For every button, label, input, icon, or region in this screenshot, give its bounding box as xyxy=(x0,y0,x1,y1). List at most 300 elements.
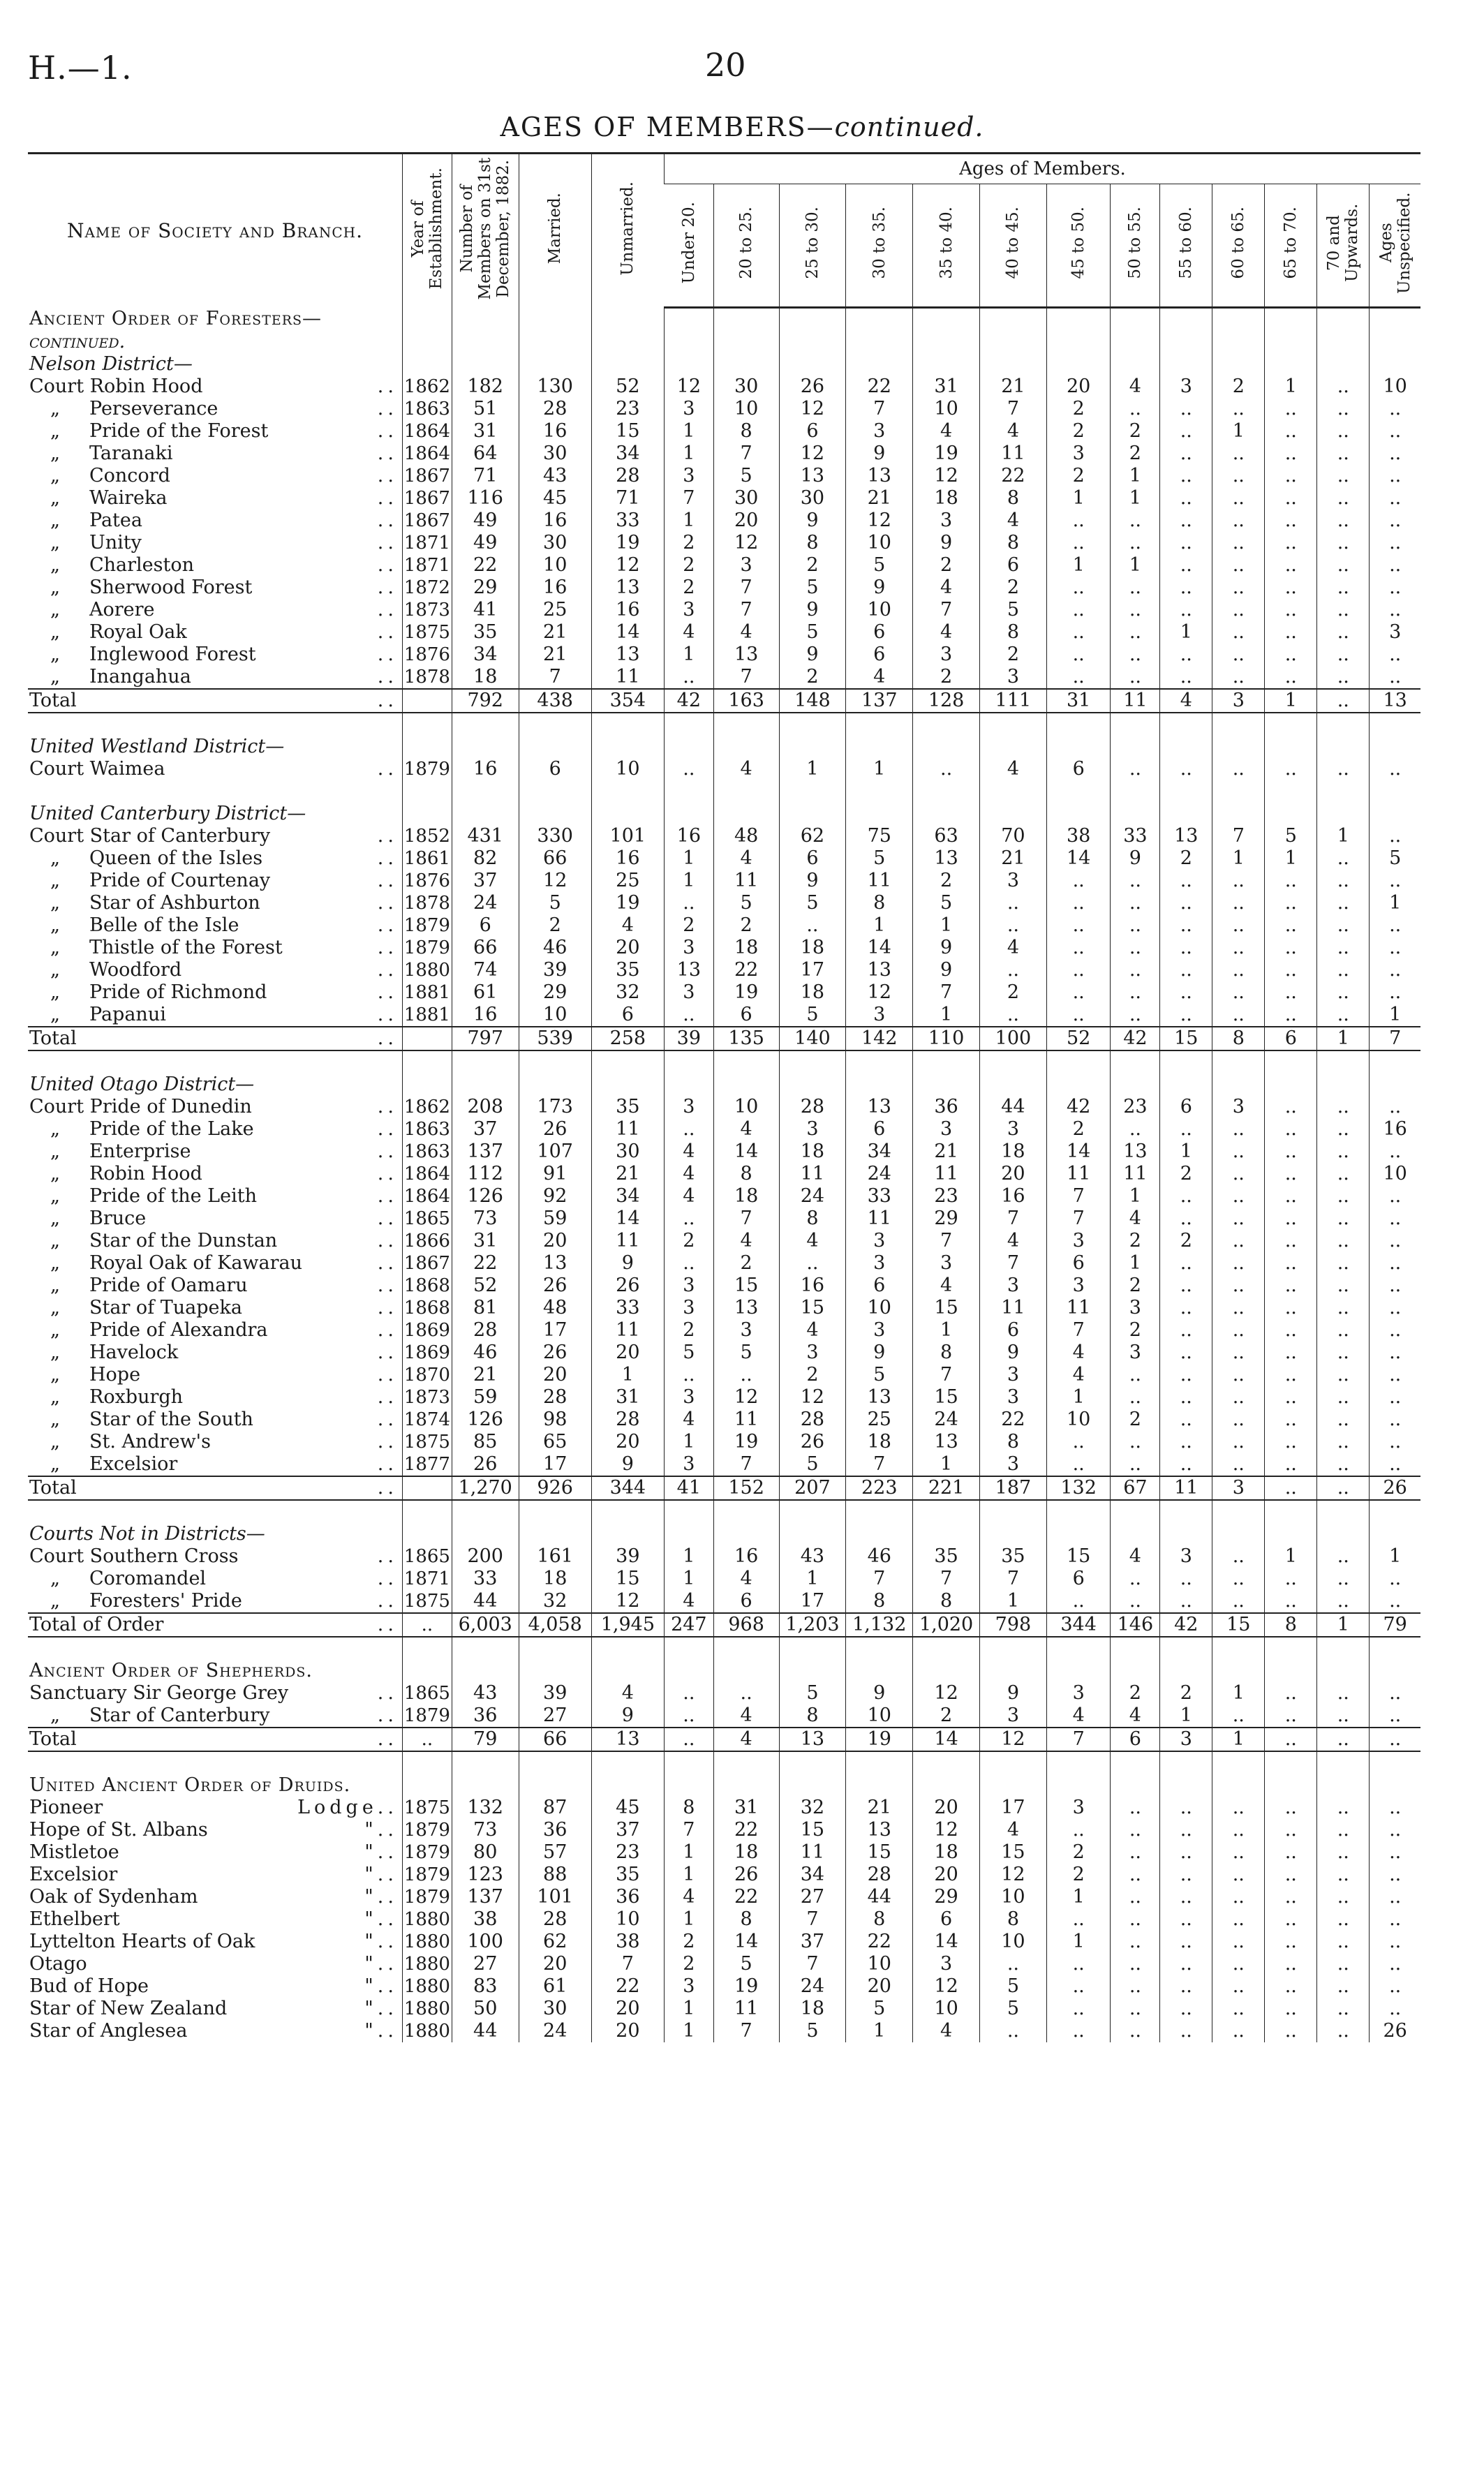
age-count-cell: .. xyxy=(1370,510,1420,532)
branch-prefix: Court xyxy=(29,1096,84,1117)
age-count-cell: 18 xyxy=(779,937,846,959)
age-count-cell: 16 xyxy=(980,1185,1047,1208)
age-count-cell: 63 xyxy=(913,825,980,847)
spacer-cell xyxy=(402,1050,452,1074)
branch-name-cell xyxy=(28,914,402,937)
age-count-cell: .. xyxy=(1317,937,1370,959)
age-count-cell: 15 xyxy=(913,1297,980,1319)
age-count-cell: .. xyxy=(1370,1141,1420,1163)
age-count-cell: .. xyxy=(1212,1319,1265,1342)
leader-dots: .. xyxy=(377,1141,398,1162)
spacer-cell xyxy=(591,1751,664,1774)
age-count-cell: 8 xyxy=(664,1797,713,1819)
age-count-cell: .. xyxy=(1160,465,1212,487)
age-count-cell: .. xyxy=(1317,1118,1370,1141)
ditto-mark: „ xyxy=(50,487,60,509)
age-count-cell: .. xyxy=(1317,1096,1370,1118)
column-header-age-12 xyxy=(1370,184,1420,308)
married-cell: 13 xyxy=(519,1252,591,1275)
members-cell: 33 xyxy=(452,1568,519,1590)
leader-dots: .. xyxy=(377,621,398,643)
age-count-cell: .. xyxy=(1265,443,1317,465)
age-count-cell: 6 xyxy=(779,420,846,443)
age-count-cell: 968 xyxy=(713,1613,779,1637)
age-count-cell: 14 xyxy=(713,1931,779,1953)
age-count-cell: .. xyxy=(1370,599,1420,621)
age-count-cell: .. xyxy=(1265,1908,1317,1931)
age-count-cell: 1 xyxy=(1160,1705,1212,1728)
leader-dots: .. xyxy=(377,443,398,464)
branch-name-cell xyxy=(28,1774,402,1797)
age-count-cell: 1 xyxy=(664,1841,713,1864)
age-count-cell: 7 xyxy=(713,1208,779,1230)
age-count-cell: 110 xyxy=(913,1027,980,1050)
branch-prefix: Court xyxy=(29,376,84,397)
branch-name: Bruce xyxy=(89,1208,147,1229)
spacer-cell xyxy=(664,1500,713,1523)
age-count-cell: 24 xyxy=(846,1163,913,1185)
unmarried-cell: 52 xyxy=(591,376,664,398)
leader-dots: .. xyxy=(377,1590,398,1612)
age-count-cell: .. xyxy=(1212,1409,1265,1431)
age-count-cell: .. xyxy=(980,2020,1047,2042)
age-count-cell: .. xyxy=(1265,1453,1317,1476)
age-count-cell: 344 xyxy=(1046,1613,1111,1637)
age-count-cell xyxy=(1370,353,1420,376)
spacer-cell xyxy=(1160,713,1212,736)
ditto-mark: „ xyxy=(50,398,60,419)
age-count-cell: 4 xyxy=(913,1275,980,1297)
year-cell: 1863 xyxy=(402,398,452,420)
age-count-cell: .. xyxy=(1046,981,1111,1004)
age-count-cell: .. xyxy=(1317,1568,1370,1590)
age-count-cell: 7 xyxy=(1046,1728,1111,1751)
branch-name-cell xyxy=(28,2020,402,2042)
members-cell: 22 xyxy=(452,554,519,577)
age-count-cell: 146 xyxy=(1111,1613,1160,1637)
age-count-cell: 6 xyxy=(1265,1027,1317,1050)
age-count-cell: 5 xyxy=(980,1998,1047,2020)
spacer-cell xyxy=(1317,1637,1370,1660)
married-cell: 26 xyxy=(519,1342,591,1364)
age-count-cell: .. xyxy=(1111,532,1160,554)
section-heading: United Otago District— xyxy=(29,1074,255,1095)
leader-dots: .. xyxy=(377,1545,398,1567)
branch-name-cell xyxy=(28,1660,402,1682)
members-cell: 80 xyxy=(452,1841,519,1864)
age-count-cell: .. xyxy=(1212,1819,1265,1841)
age-count-cell: .. xyxy=(1370,1230,1420,1252)
total-row xyxy=(28,1728,1420,1751)
branch-name-cell xyxy=(28,1275,402,1297)
age-count-cell: 6 xyxy=(779,847,846,870)
table-row xyxy=(28,1705,1420,1728)
members-cell xyxy=(452,1660,519,1682)
table-row xyxy=(28,1163,1420,1185)
leader-dots: .. xyxy=(377,825,398,847)
ditto-mark: „ xyxy=(50,1386,60,1408)
age-count-cell: 42 xyxy=(1160,1613,1212,1637)
branch-name-cell xyxy=(28,1208,402,1230)
age-count-cell: 2 xyxy=(664,1319,713,1342)
ditto-mark: „ xyxy=(50,532,60,554)
age-count-cell: .. xyxy=(1370,1275,1420,1297)
age-count-cell: .. xyxy=(1317,465,1370,487)
branch-name: Waimea xyxy=(89,758,165,780)
age-count-cell: 22 xyxy=(980,1409,1047,1431)
ditto-mark: „ xyxy=(50,443,60,464)
unmarried-cell: 9 xyxy=(591,1705,664,1728)
spacer-row xyxy=(28,780,1420,803)
age-count-cell: .. xyxy=(1370,1590,1420,1613)
branch-name-cell xyxy=(28,689,402,713)
age-count-cell: 7 xyxy=(1046,1208,1111,1230)
branch-name: Lyttelton Hearts of Oak xyxy=(29,1931,255,1952)
age-count-cell: 4 xyxy=(1111,376,1160,398)
total-row xyxy=(28,689,1420,713)
age-count-cell xyxy=(1317,1523,1370,1545)
year-cell: 1879 xyxy=(402,758,452,780)
age-count-cell xyxy=(713,803,779,825)
age-count-cell: .. xyxy=(1370,398,1420,420)
age-count-cell: .. xyxy=(1317,1409,1370,1431)
age-count-cell: 27 xyxy=(779,1886,846,1908)
age-count-cell: 1 xyxy=(1212,847,1265,870)
branch-suffix: " xyxy=(364,1819,378,1841)
branch-name: Thistle of the Forest xyxy=(89,937,283,958)
age-count-cell: 20 xyxy=(846,1975,913,1998)
branch-name: Hope of St. Albans xyxy=(29,1819,208,1841)
unmarried-cell: 31 xyxy=(591,1386,664,1409)
age-count-cell: 6 xyxy=(846,1118,913,1141)
age-count-cell: .. xyxy=(1317,1682,1370,1705)
branch-name-cell xyxy=(28,577,402,599)
age-count-cell: .. xyxy=(1212,1931,1265,1953)
age-count-cell xyxy=(1111,803,1160,825)
leader-dots: .. xyxy=(377,981,398,1003)
members-cell xyxy=(452,331,519,353)
age-count-cell: .. xyxy=(1370,1319,1420,1342)
age-count-cell: 22 xyxy=(980,465,1047,487)
age-count-cell: .. xyxy=(1160,1252,1212,1275)
age-count-cell: 11 xyxy=(980,1297,1047,1319)
age-count-cell: 3 xyxy=(1046,1797,1111,1819)
married-cell: 61 xyxy=(519,1975,591,1998)
ditto-mark: „ xyxy=(50,1431,60,1453)
age-count-cell: .. xyxy=(1370,1682,1420,1705)
age-count-cell: 8 xyxy=(779,1705,846,1728)
age-count-cell: .. xyxy=(1160,1908,1212,1931)
age-count-cell: 4 xyxy=(913,621,980,644)
age-count-cell: 3 xyxy=(1046,1275,1111,1297)
leader-dots: .. xyxy=(377,1118,398,1140)
year-cell xyxy=(402,1074,452,1096)
branch-name-cell xyxy=(28,1545,402,1568)
branch-name: Queen of the Isles xyxy=(89,847,263,869)
age-count-cell: .. xyxy=(1212,959,1265,981)
age-count-cell xyxy=(713,308,779,332)
age-count-cell: 7 xyxy=(846,1453,913,1476)
age-count-cell: 3 xyxy=(664,1453,713,1476)
age-count-cell: 14 xyxy=(913,1728,980,1751)
married-cell: 4,058 xyxy=(519,1613,591,1637)
branch-name: Foresters' Pride xyxy=(89,1590,242,1612)
age-count-cell: .. xyxy=(1212,1342,1265,1364)
age-count-cell: .. xyxy=(1046,577,1111,599)
spacer-cell xyxy=(1370,713,1420,736)
year-cell: 1867 xyxy=(402,487,452,510)
year-cell: 1865 xyxy=(402,1208,452,1230)
age-count-cell: 1 xyxy=(779,1568,846,1590)
age-count-cell: 13 xyxy=(846,959,913,981)
married-cell: 130 xyxy=(519,376,591,398)
age-count-cell: 7 xyxy=(713,1453,779,1476)
year-cell: 1865 xyxy=(402,1682,452,1705)
age-count-cell: 3 xyxy=(664,1386,713,1409)
branch-name-cell xyxy=(28,487,402,510)
section-heading: Nelson District— xyxy=(29,353,193,375)
age-count-cell: .. xyxy=(779,914,846,937)
age-count-cell: .. xyxy=(1111,1975,1160,1998)
branch-name: Pride of Richmond xyxy=(89,981,267,1003)
age-count-cell: 14 xyxy=(846,937,913,959)
age-count-cell xyxy=(1265,736,1317,758)
age-count-cell: .. xyxy=(664,1252,713,1275)
column-header-age-label: 35 to 40. xyxy=(937,207,956,279)
age-count-cell: 4 xyxy=(779,1230,846,1252)
age-count-cell: 8 xyxy=(1212,1027,1265,1050)
age-count-cell: .. xyxy=(664,1208,713,1230)
age-count-cell: .. xyxy=(1265,1275,1317,1297)
age-count-cell: 30 xyxy=(779,487,846,510)
branch-name-cell xyxy=(28,892,402,914)
age-count-cell: 21 xyxy=(980,847,1047,870)
age-count-cell: 5 xyxy=(779,577,846,599)
table-row xyxy=(28,1797,1420,1819)
age-count-cell xyxy=(1212,736,1265,758)
leader-dots: ".. xyxy=(364,1975,398,1997)
age-count-cell: 4 xyxy=(1160,689,1212,713)
age-count-cell: .. xyxy=(1212,1908,1265,1931)
branch-name-cell xyxy=(28,443,402,465)
married-cell: 45 xyxy=(519,487,591,510)
age-count-cell: .. xyxy=(1265,1590,1317,1613)
age-count-cell: .. xyxy=(1317,1931,1370,1953)
branch-name-cell xyxy=(28,599,402,621)
unmarried-cell xyxy=(591,1074,664,1096)
year-cell: 1874 xyxy=(402,1409,452,1431)
branch-name-cell xyxy=(28,959,402,981)
age-count-cell xyxy=(1160,308,1212,332)
age-count-cell: 12 xyxy=(779,443,846,465)
age-count-cell: 13 xyxy=(664,959,713,981)
age-count-cell: 17 xyxy=(779,959,846,981)
age-count-cell: 3 xyxy=(846,1252,913,1275)
age-count-cell: .. xyxy=(1265,554,1317,577)
age-count-cell xyxy=(913,1660,980,1682)
age-count-cell: .. xyxy=(1317,554,1370,577)
branch-name: Star of Canterbury xyxy=(89,1705,270,1726)
age-count-cell: 2 xyxy=(664,532,713,554)
age-count-cell: .. xyxy=(1212,1230,1265,1252)
unmarried-cell: 10 xyxy=(591,1908,664,1931)
age-count-cell: 3 xyxy=(664,1096,713,1118)
branch-suffix: " xyxy=(364,1908,378,1930)
year-cell: 1879 xyxy=(402,914,452,937)
branch-name: Sherwood Forest xyxy=(89,577,253,598)
age-count-cell xyxy=(1160,1074,1212,1096)
column-header-age-2 xyxy=(779,184,846,308)
age-count-cell: .. xyxy=(664,1728,713,1751)
members-cell: 208 xyxy=(452,1096,519,1118)
age-count-cell: .. xyxy=(1111,1364,1160,1386)
leader-dots: .. xyxy=(377,1431,398,1453)
year-cell xyxy=(402,353,452,376)
age-count-cell: .. xyxy=(1265,644,1317,666)
spacer-cell xyxy=(452,1500,519,1523)
branch-name: Pride of Dunedin xyxy=(89,1096,252,1117)
age-count-cell: .. xyxy=(1265,1728,1317,1751)
spacer-cell xyxy=(28,1751,402,1774)
age-count-cell: .. xyxy=(1160,981,1212,1004)
age-count-cell: .. xyxy=(1160,443,1212,465)
age-count-cell: 11 xyxy=(1160,1476,1212,1500)
spacer-cell xyxy=(519,1050,591,1074)
leader-dots: .. xyxy=(377,1477,398,1499)
age-count-cell xyxy=(779,803,846,825)
age-count-cell xyxy=(779,1074,846,1096)
age-count-cell: 2 xyxy=(1212,376,1265,398)
branch-name-cell xyxy=(28,398,402,420)
age-count-cell: 1 xyxy=(1265,847,1317,870)
age-count-cell: .. xyxy=(1317,1908,1370,1931)
age-count-cell xyxy=(1046,1523,1111,1545)
age-count-cell: .. xyxy=(1212,1453,1265,1476)
unmarried-cell: 38 xyxy=(591,1931,664,1953)
unmarried-cell: 21 xyxy=(591,1163,664,1185)
age-count-cell: .. xyxy=(1212,1004,1265,1027)
age-count-cell: 8 xyxy=(846,1590,913,1613)
age-count-cell: .. xyxy=(1370,644,1420,666)
leader-dots: .. xyxy=(377,644,398,665)
age-count-cell: 4 xyxy=(980,510,1047,532)
age-count-cell: 6 xyxy=(1046,1252,1111,1275)
unmarried-cell: 20 xyxy=(591,2020,664,2042)
age-count-cell: .. xyxy=(1370,1297,1420,1319)
year-cell: 1869 xyxy=(402,1319,452,1342)
spacer-cell xyxy=(1265,1751,1317,1774)
age-count-cell: 11 xyxy=(846,1208,913,1230)
age-count-cell: 1 xyxy=(1265,1545,1317,1568)
branch-name-cell xyxy=(28,981,402,1004)
age-count-cell: .. xyxy=(1265,1185,1317,1208)
spacer-cell xyxy=(1160,1050,1212,1074)
branch-suffix: " xyxy=(364,1998,378,2019)
age-count-cell: .. xyxy=(713,1364,779,1386)
age-count-cell: 15 xyxy=(1160,1027,1212,1050)
married-cell xyxy=(519,803,591,825)
spacer-cell xyxy=(1212,1751,1265,1774)
age-count-cell xyxy=(1317,736,1370,758)
members-cell: 43 xyxy=(452,1682,519,1705)
age-count-cell: .. xyxy=(1160,758,1212,780)
branch-name-cell xyxy=(28,1118,402,1141)
age-count-cell: 3 xyxy=(664,937,713,959)
branch-name: Roxburgh xyxy=(89,1386,184,1408)
age-count-cell: 33 xyxy=(1111,825,1160,847)
age-count-cell: 43 xyxy=(779,1545,846,1568)
unmarried-cell: 20 xyxy=(591,937,664,959)
year-cell: 1876 xyxy=(402,644,452,666)
age-count-cell: .. xyxy=(1046,892,1111,914)
table-row xyxy=(28,621,1420,644)
age-count-cell: .. xyxy=(1212,510,1265,532)
married-cell: 21 xyxy=(519,644,591,666)
branch-name: Unity xyxy=(89,532,142,554)
spacer-cell xyxy=(28,1500,402,1523)
branch-prefix: Court xyxy=(29,758,84,780)
age-count-cell: .. xyxy=(1160,1319,1212,1342)
age-count-cell: 4 xyxy=(980,1230,1047,1252)
age-count-cell: 142 xyxy=(846,1027,913,1050)
leader-dots: .. xyxy=(377,666,398,688)
age-count-cell: 1 xyxy=(1212,1728,1265,1751)
age-count-cell xyxy=(664,331,713,353)
table-row xyxy=(28,398,1420,420)
age-count-cell: 6 xyxy=(913,1908,980,1931)
age-count-cell: .. xyxy=(1212,1185,1265,1208)
year-cell: 1880 xyxy=(402,1953,452,1975)
table-row xyxy=(28,1682,1420,1705)
branch-name: St. Andrew's xyxy=(89,1431,211,1453)
age-count-cell: .. xyxy=(1265,1004,1317,1027)
age-count-cell: 13 xyxy=(1160,825,1212,847)
age-count-cell: 2 xyxy=(713,914,779,937)
column-header-age-7 xyxy=(1111,184,1160,308)
leader-dots: ".. xyxy=(364,2020,398,2042)
members-cell: 182 xyxy=(452,376,519,398)
table-row xyxy=(28,1252,1420,1275)
age-count-cell: .. xyxy=(1111,1797,1160,1819)
age-count-cell: 12 xyxy=(980,1728,1047,1751)
members-cell: 16 xyxy=(452,758,519,780)
branch-name-cell xyxy=(28,1886,402,1908)
age-count-cell: 6 xyxy=(713,1590,779,1613)
table-row xyxy=(28,1431,1420,1453)
age-count-cell: 20 xyxy=(713,510,779,532)
branch-name: Southern Cross xyxy=(89,1545,239,1567)
age-count-cell xyxy=(664,1523,713,1545)
age-count-cell: .. xyxy=(1265,914,1317,937)
age-count-cell: .. xyxy=(1370,1908,1420,1931)
age-count-cell: 22 xyxy=(846,376,913,398)
age-count-cell: 5 xyxy=(980,1975,1047,1998)
age-count-cell: 1 xyxy=(1160,621,1212,644)
age-count-cell: 3 xyxy=(713,1319,779,1342)
ditto-mark: „ xyxy=(50,1118,60,1140)
age-count-cell xyxy=(1317,1660,1370,1682)
members-cell: 79 xyxy=(452,1728,519,1751)
ditto-mark: „ xyxy=(50,1230,60,1252)
age-count-cell: .. xyxy=(1111,1886,1160,1908)
age-count-cell: .. xyxy=(1160,1185,1212,1208)
age-count-cell: 8 xyxy=(779,1208,846,1230)
branch-name: Star of the Dunstan xyxy=(89,1230,278,1252)
age-count-cell: 11 xyxy=(1046,1297,1111,1319)
age-count-cell: .. xyxy=(1265,1319,1317,1342)
branch-name-cell xyxy=(28,1386,402,1409)
age-count-cell: 4 xyxy=(1046,1342,1111,1364)
